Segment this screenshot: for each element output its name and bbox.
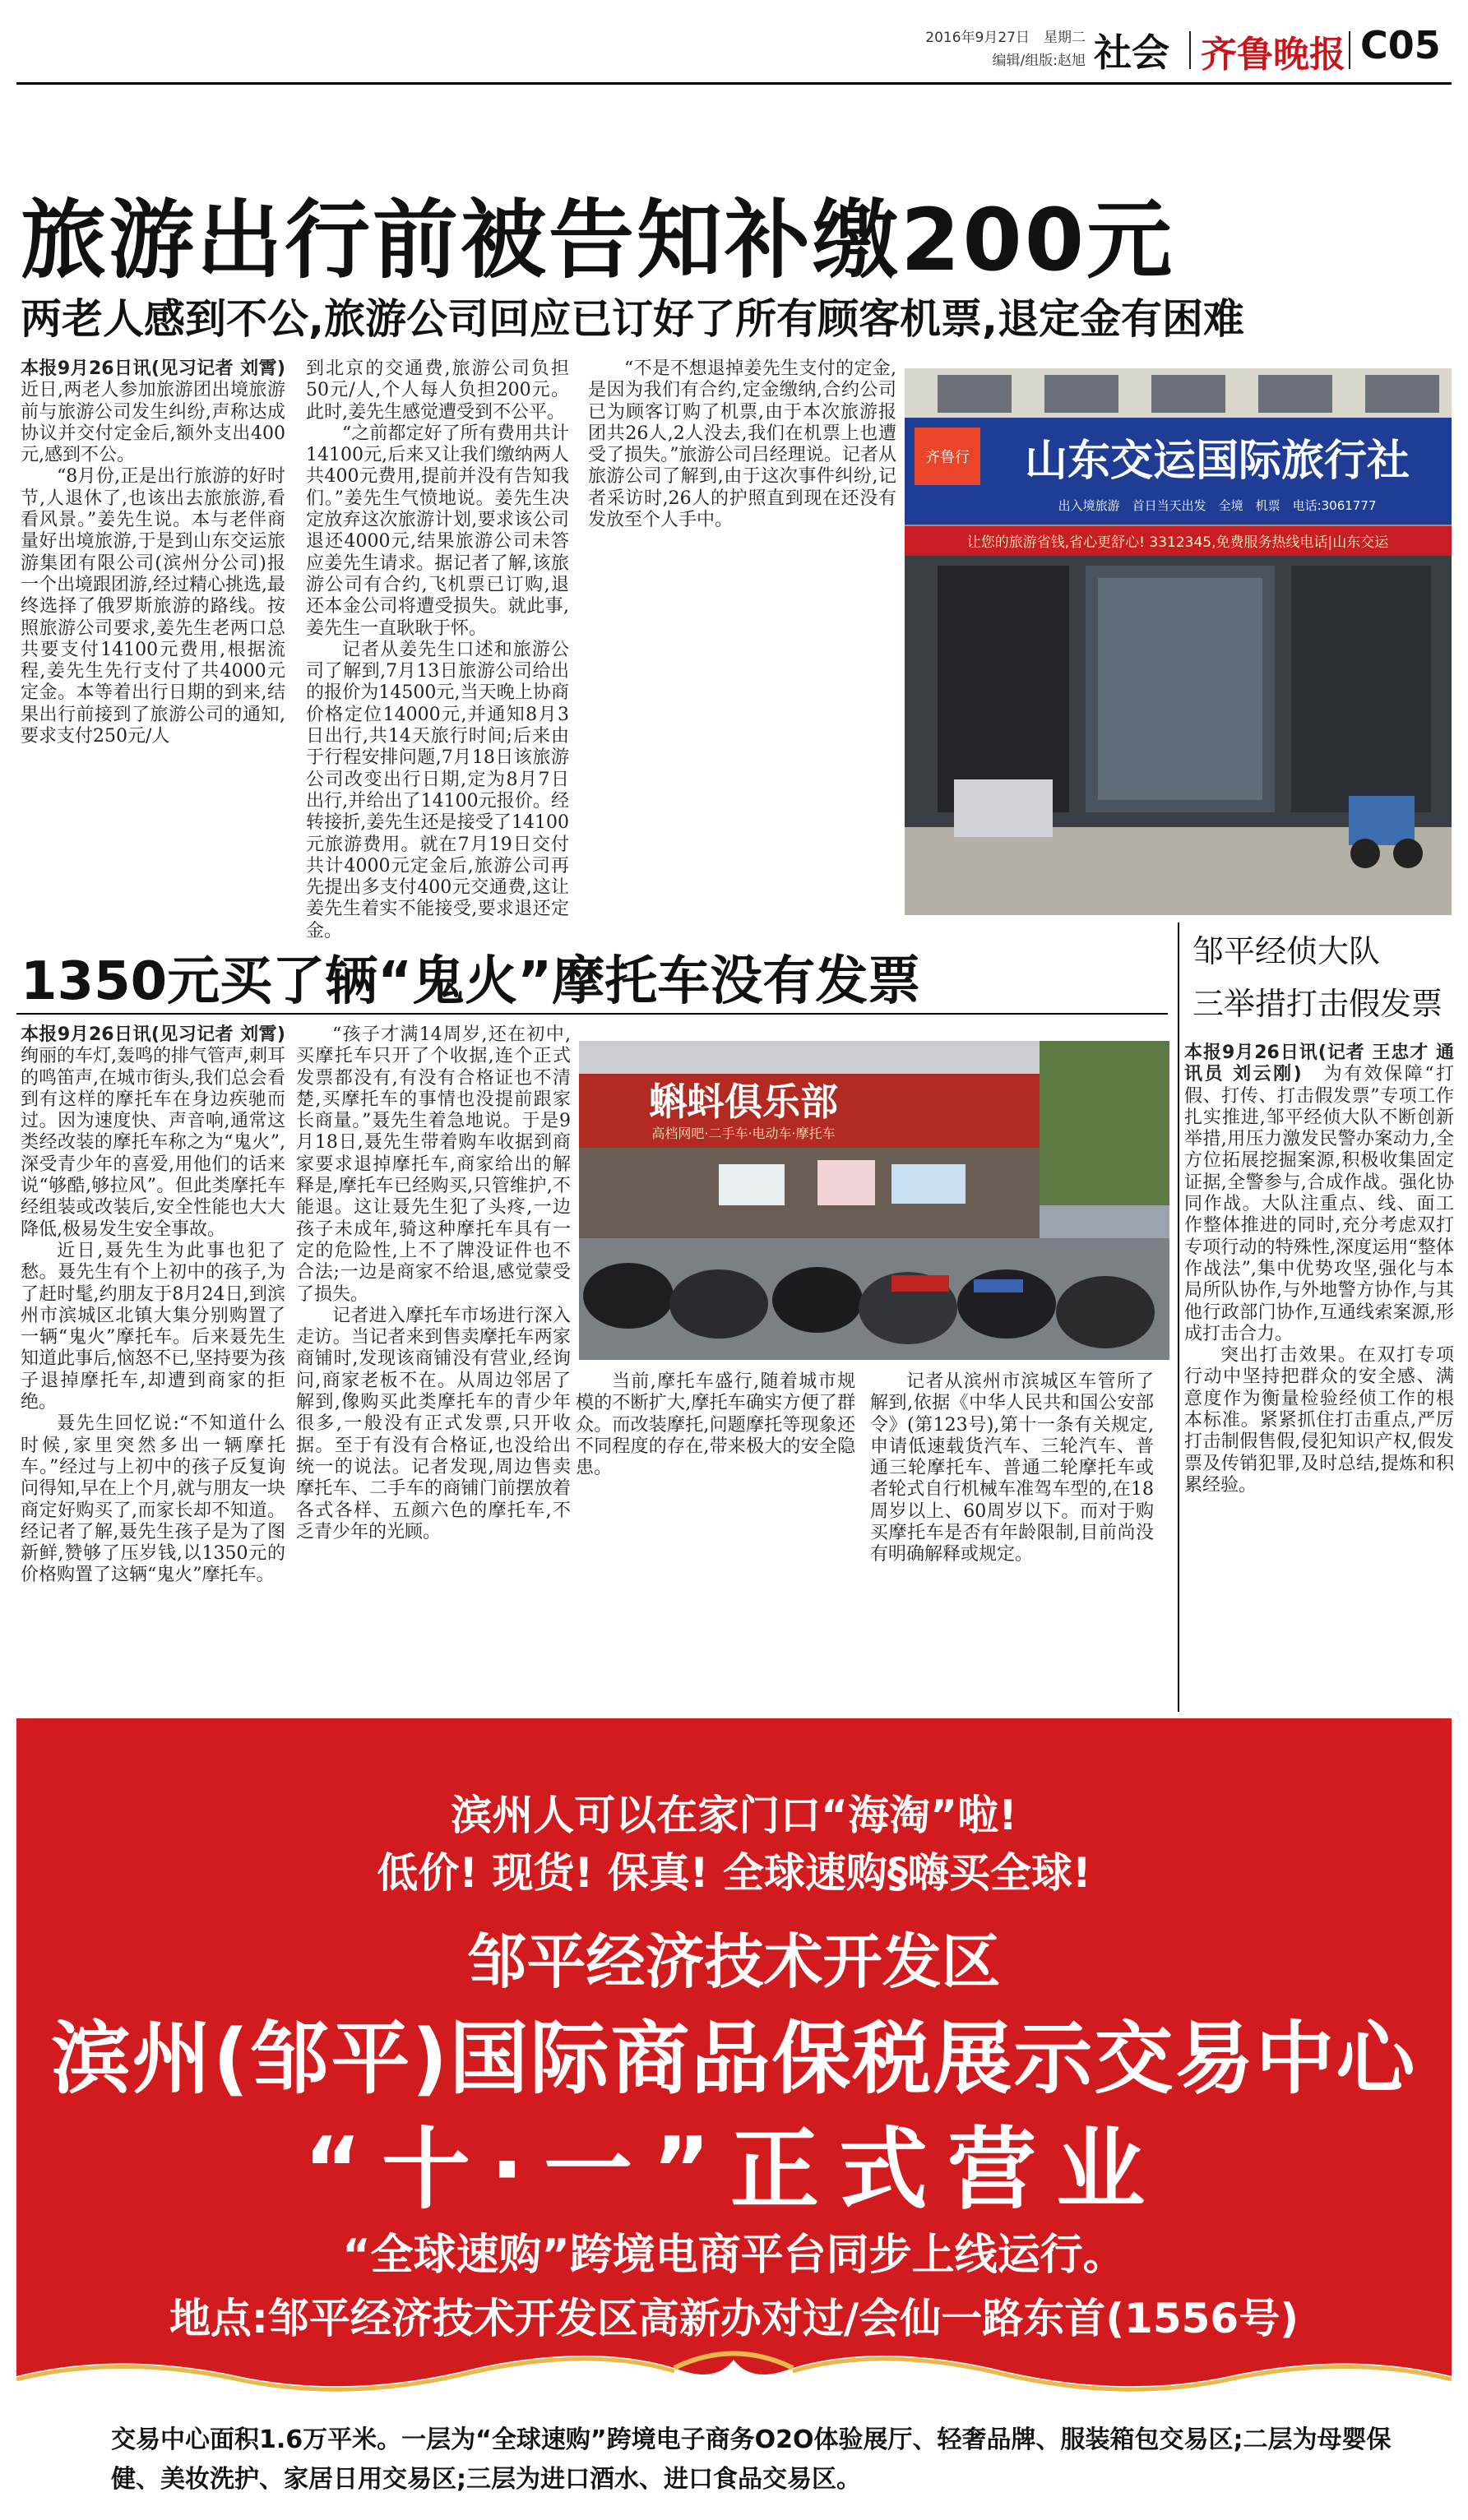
agency-logo-text: 齐鲁行 bbox=[925, 449, 970, 466]
story3-column bbox=[1184, 1043, 1454, 1496]
advertisement-banner bbox=[16, 1718, 1452, 2409]
header-divider bbox=[1189, 31, 1191, 69]
story2-dateline: 本报9月26日讯(见习记者 刘霄) bbox=[21, 1024, 285, 1045]
ad-footer bbox=[16, 2409, 1452, 2520]
story1-para-6: “不是不想退掉姜先生支付的定金,是因为我们有合约,定金缴纳,合约公司已为顾客订购了机票,由于本次旅游报团共26人,2人没去,我们在机票上也遭受了损失。”旅游公司吕经理说。记者从旅游公司了解到,由于这次事件纠纷,记者采访时,26人的护照直到现在还没有发放至个人手中。 bbox=[588, 358, 896, 531]
header-meta bbox=[896, 26, 1086, 72]
editor-credit: 编辑/组版:赵旭 bbox=[992, 53, 1086, 69]
story1-column-1 bbox=[21, 358, 285, 747]
ad-district: 邹平经济技术开发区 bbox=[467, 1927, 1001, 1996]
newspaper-logo: 齐鲁晚报 bbox=[1201, 34, 1345, 76]
story3-dateline: 本报9月26日讯(记者 王忠才 通讯员 刘云刚) bbox=[1184, 1043, 1454, 1085]
story2-para-5: 记者进入摩托车市场进行深入走访。当记者来到售卖摩托车两家商铺时,发现该商铺没有营业,经询问,商家老板不在。从周边邻居了解到,像购买此类摩托车的青少年很多,一般没有正式发票,只开收据。至于有没有合格证,也没给出统一的说法。记者发现,周边售卖摩托车、二手车的商铺门前摆放着各式各样、五颜六色的摩托车,不乏青少年的光顾。 bbox=[296, 1305, 571, 1542]
agency-sign-text: 山东交运国际旅行社 bbox=[1024, 437, 1410, 486]
story2-para-1: 绚丽的车灯,轰鸣的排气管声,刺耳的鸣笛声,在城市街头,我们总会看到有这样的摩托车在身边疾驰而过。因为速度快、声音响,通常这类经改装的摩托车称之为“鬼火”,深受青少年的喜爱,用他们的话来说“够酷,够拉风”。但此类摩托车经组装或改装后,安全性能也大大降低,极易发生安全事故。 bbox=[21, 1046, 285, 1240]
header-rule bbox=[16, 82, 1452, 85]
header-divider bbox=[1349, 31, 1350, 69]
story3-headline-line1: 邹平经侦大队 bbox=[1192, 933, 1381, 969]
story1-para-1: 近日,两老人参加旅游团出境旅游前与旅游公司发生纠纷,声称达成协议并交付定金后,额外支出400元,感到不公。 bbox=[21, 380, 285, 466]
story2-headline: 1350元买了辆“鬼火”摩托车没有发票 bbox=[21, 951, 921, 1012]
story2-para-3: 聂先生回忆说:“不知道什么时候,家里突然多出一辆摩托车。”经过与上初中的孩子反复询问得知,早在上个月,就与朋友一块商定好购买了,而家长却不知道。经记者了解,聂先生孩子是为了图新鲜,赞够了压岁钱,以1350元的价格购置了这辆“鬼火”摩托车。 bbox=[21, 1413, 285, 1586]
story1-para-2: “8月份,正是出行旅游的好时节,人退休了,也该出去旅旅游,看看风景。”姜先生说。本与老伴商量好出境旅游,于是到山东交运旅游集团有限公司(滨州分公司)报一个出境跟团游,经过精心挑选,最终选择了俄罗斯旅游的路线。按照旅游公司要求,姜先生老两口总共要支付14100元费用,根据流程,姜先生先行支付了共4000元定金。本等着出行日期的到来,结果出行前接到了旅游公司的通知,要求支付250元/人 bbox=[21, 466, 285, 747]
story1-column-2 bbox=[306, 358, 569, 942]
story2-column-1 bbox=[21, 1024, 285, 1587]
story2-column-3 bbox=[576, 1371, 855, 1479]
ad-opening-notice: “十·一”正式营业 bbox=[303, 2119, 1165, 2222]
story2-para-7: 记者从滨州市滨城区车管所了解到,依据《中华人民共和国公安部令》(第123号),第十一条有关规定,申请低速载货汽车、三轮汽车、普通三轮摩托车、普通二轮摩托车或者轮式自行机械车准驾车型的,在18周岁以上、60周岁以下。而对于购买摩托车是否有年龄限制,目前尚没有明确解释或规定。 bbox=[870, 1371, 1154, 1565]
story2-para-4: “孩子才满14周岁,还在初中,买摩托车只开了个收据,连个正式发票都没有,有没有合格证也不清楚,买摩托车的事情也没提前跟家长商量。”聂先生着急地说。于是9月18日,聂先生带着购车收据到商家要求退掉摩托车,商家给出的解释是,摩托车已经购买,只管维护,不能退。这让聂先生犯了头疼,一边孩子未成年,骑这种摩托车具有一定的危险性,上不了牌没证件也不合法;一边是商家不给退,感觉蒙受了损失。 bbox=[296, 1024, 571, 1305]
agency-sign-subtext: 出入境旅游 首日当天出发 全境 机票 电话:3061777 bbox=[1058, 498, 1377, 513]
story1-para-3: 到北京的交通费,旅游公司负担50元/人,个人每人负担200元。此时,姜先生感觉遭受到不公平。 bbox=[306, 358, 569, 423]
ad-tagline: 滨州人可以在家门口“海淘”啦! bbox=[451, 1792, 1017, 1839]
shop-sign-subtext: 高档网吧·二手车·电动车·摩托车 bbox=[651, 1126, 836, 1141]
story1-column-3 bbox=[588, 358, 896, 531]
story2-para-2: 近日,聂先生为此事也犯了愁。聂先生有个上初中的孩子,为了赶时髦,约朋友于8月24日,到滨州市滨城区北镇大集分别购置了一辆“鬼火”摩托车。后来聂先生知道此事后,恼怒不已,坚持要为孩子退掉摩托车,却遭到商家的拒绝。 bbox=[21, 1240, 285, 1413]
story2-para-6: 当前,摩托车盛行,随着城市规模的不断扩大,摩托车确实方便了群众。而改装摩托,问题摩托等现象还不同程度的存在,带来极大的安全隐患。 bbox=[576, 1371, 855, 1479]
ad-cloud-ornament bbox=[16, 2343, 1452, 2409]
story1-para-5: 记者从姜先生口述和旅游公司了解到,7月13日旅游公司给出的报价为14500元,当天晚上协商价格定位14000元,并通知8月3日出行,共14天旅行时间;后来由于行程安排问题,7月18日该旅游公司改变出行日期,定为8月7日出行,并给出了14100元报价。经转接折,姜先生还是接受了14100元旅游费用。就在7月19日交付共计4000元定金后,旅游公司再先提出多支付400元交通费,这让姜先生着实不能接受,要求退还定金。 bbox=[306, 639, 569, 941]
ad-slogan: 低价! 现货! 保真! 全球速购§嗨买全球! bbox=[377, 1849, 1091, 1897]
story2-rule bbox=[16, 1013, 1168, 1015]
travel-agency-storefront-image bbox=[905, 368, 1452, 915]
travel-agency-photo bbox=[905, 368, 1452, 915]
shop-sign-text: 蝌蚪俱乐部 bbox=[649, 1080, 838, 1124]
story2-column-2 bbox=[296, 1024, 571, 1543]
ad-center-name: 滨州(邹平)国际商品保税展示交易中心 bbox=[51, 2013, 1417, 2105]
ad-platform-note: “全球速购”跨境电商平台同步上线运行。 bbox=[342, 2231, 1126, 2280]
motorcycle-shop-image bbox=[579, 1041, 1169, 1360]
story1-headline: 旅游出行前被告知补缴200元 bbox=[21, 190, 1175, 290]
section-name: 社会 bbox=[1094, 30, 1169, 75]
agency-banner-text: 让您的旅游省钱,省心更舒心! 3312345,免费服务热线电话|山东交运 bbox=[966, 534, 1389, 551]
story3-para-2: 突出打击效果。在双打专项行动中坚持把群众的安全感、满意度作为衡量检验经侦工作的根本标准。紧紧抓住打击重点,严厉打击制假售假,侵犯知识产权,假发票及传销犯罪,及时总结,提炼和积累经验。 bbox=[1184, 1345, 1454, 1496]
issue-date: 2016年9月27日 星期二 bbox=[925, 30, 1086, 46]
page-number: C05 bbox=[1360, 23, 1441, 67]
story1-subheadline: 两老人感到不公,旅游公司回应已订好了所有顾客机票,退定金有困难 bbox=[21, 295, 1244, 343]
story3-headline-line2: 三举措打击假发票 bbox=[1192, 986, 1443, 1022]
story2-column-4 bbox=[870, 1371, 1154, 1566]
ad-address: 地点:邹平经济技术开发区高新办对过/会仙一路东首(1556号) bbox=[169, 2295, 1299, 2342]
story3-para-1: 为有效保障“打假、打传、打击假发票”专项工作扎实推进,邹平经侦大队不断创新举措,用压力激发民警办案动力,全方位拓展挖掘案源,积极收集固定证据,全警参与,合成作战。强化协同作战。大队注重点、线、面工作整体推进的同时,充分考虑双打专项行动的特殊性,深度运用“整体作战法”,集中优势攻坚,强化与本局所队协作,与外地警方协作,与其他行政部门协作,互通线索案源,形成打击合力。 bbox=[1184, 1064, 1455, 1344]
story3-divider bbox=[1178, 922, 1179, 1712]
ad-floor-directory: 交易中心面积1.6万平米。一层为“全球速购”跨境电子商务O2O体验展厅、轻奢品牌、服装箱包交易区;二层为母婴保健、美妆洗护、家居日用交易区;三层为进口酒水、进口食品交易区。 bbox=[111, 2425, 1392, 2494]
story1-para-4: “之前都定好了所有费用共计14100元,后来又让我们缴纳两人共400元费用,提前并没有告知我们。”姜先生气愤地说。姜先生决定放弃这次旅游计划,要求该公司退还4000元,结果旅游公司未答应姜先生请求。据记者了解,该旅游公司有合约,飞机票已订购,退还本金公司将遭受损失。就此事,姜先生一直耿耿于怀。 bbox=[306, 423, 569, 639]
story1-dateline: 本报9月26日讯(见习记者 刘霄) bbox=[21, 358, 285, 379]
motorcycle-shop-photo bbox=[579, 1041, 1169, 1360]
